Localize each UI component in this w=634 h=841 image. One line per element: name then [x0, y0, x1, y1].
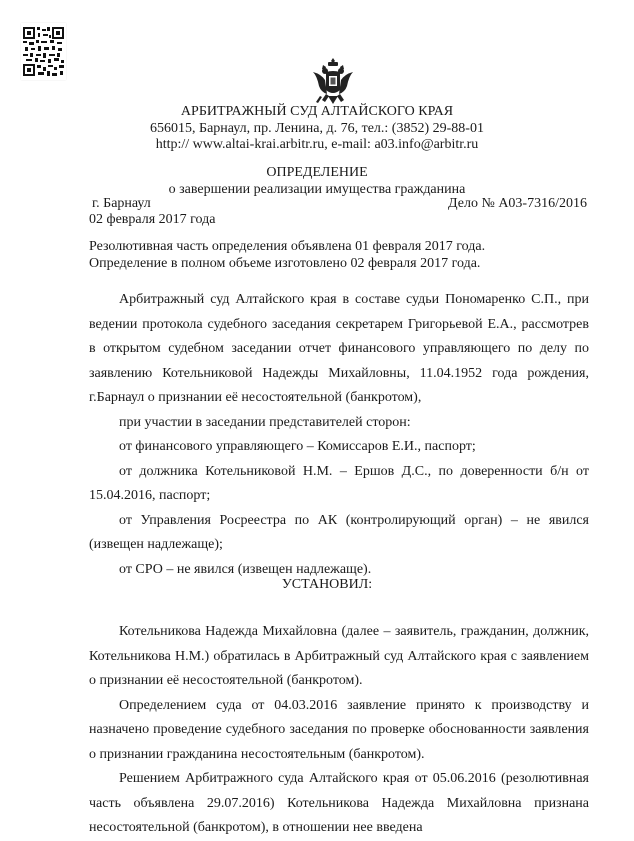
- court-address: 656015, Барнаул, пр. Ленина, д. 76, тел.: (3852) 29-88-01: [150, 121, 484, 136]
- participant-sro: от СРО – не явился (извещен надлежаще).: [119, 561, 372, 577]
- established-paragraph: Определением суда от 04.03.2016 заявление принято к производству и назначено проведение судебного заседания по проверке обоснованности заявления о признании гражданина несостоятельным (банкротом).: [89, 697, 589, 762]
- intro-section: [89, 288, 589, 582]
- participant-debtor: от должника Котельниковой Н.М. – Ершов Д.С., по доверенности б/н от 15.04.2016, паспорт;: [89, 463, 589, 503]
- document-date: 02 февраля 2017 года: [89, 212, 216, 227]
- document-subject: о завершении реализации имущества гражданина: [168, 182, 466, 197]
- qr-code-icon: [23, 27, 64, 76]
- double-headed-eagle-icon: [311, 58, 355, 106]
- court-name: АРБИТРАЖНЫЙ СУД АЛТАЙСКОГО КРАЯ: [180, 104, 454, 119]
- established-section: [89, 620, 589, 841]
- city-label: г. Барнаул: [92, 196, 151, 211]
- participant-financial-manager: от финансового управляющего – Комиссаров Е.И., паспорт;: [119, 439, 476, 454]
- case-number: Дело № А03-7316/2016: [448, 196, 587, 211]
- document-type-title: ОПРЕДЕЛЕНИЕ: [266, 165, 368, 180]
- established-heading: УСТАНОВИЛ:: [281, 577, 373, 592]
- qr-code: [21, 23, 66, 80]
- participant-rosreestr: от Управления Росреестра по АК (контролирующий орган) – не явился (извещен надлежаще);: [89, 512, 589, 552]
- court-web-contacts: http:// www.altai-krai.arbitr.ru, e-mail: a03.info@arbitr.ru: [155, 137, 479, 152]
- intro-paragraph: Арбитражный суд Алтайского края в составе судьи Пономаренко С.П., при ведении протокола судебного заседания секретарем Григорьевой Е.А., рассмотрев в открытом судебном заседании отчет финансового управляющего по делу по заявлению Котельниковой Надежды Михайловны, 11.04.1952 года рождения, г.Барнаул о признании её несостоятельной (банкротом),: [89, 292, 589, 405]
- established-paragraph: Решением Арбитражного суда Алтайского края от 05.06.2016 (резолютивная часть объявлена 29.07.2016) Котельникова Надежда Михайловна признана несостоятельной (банкротом), в отношении нее введена: [89, 771, 589, 835]
- resolution-announced-note: Резолютивная часть определения объявлена 01 февраля 2017 года.: [89, 239, 486, 254]
- full-text-prepared-note: Определение в полном объеме изготовлено 02 февраля 2017 года.: [89, 256, 481, 271]
- established-paragraph: Котельникова Надежда Михайловна (далее – заявитель, гражданин, должник, Котельникова Н.М.) обратилась в Арбитражный суд Алтайского края с заявлением о признании её несостоятельной (банкротом).: [89, 624, 589, 688]
- coat-of-arms-emblem: [311, 58, 355, 106]
- participants-heading: при участии в заседании представителей сторон:: [119, 414, 411, 430]
